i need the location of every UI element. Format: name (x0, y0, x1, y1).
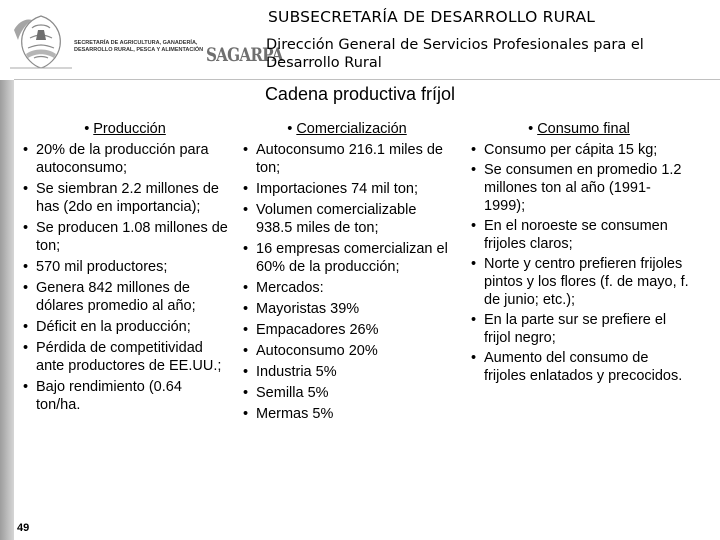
page-header-subtitle: Dirección General de Servicios Profesionales para el Desarrollo Rural (266, 37, 644, 71)
list-item: • Volumen comercializable 938.5 miles de ton; (240, 201, 454, 237)
list-item: • Aumento del consumo de frijoles enlatados y precocidos. (468, 349, 690, 385)
list-item: • Déficit en la producción; (20, 318, 230, 336)
ministry-name: SECRETARÍA DE AGRICULTURA, GANADERÍA, DESARROLLO RURAL, PESCA Y ALIMENTACIÓN (74, 40, 204, 53)
list-item: • Autoconsumo 216.1 miles de ton; (240, 141, 454, 177)
page-number: 49 (17, 522, 30, 534)
list-item: • Semilla 5% (240, 384, 454, 402)
column-produccion (20, 120, 230, 417)
column-consumo-final (468, 120, 690, 387)
list-item: • Bajo rendimiento (0.64 ton/ha. (20, 378, 230, 414)
sidebar-stripe (0, 80, 14, 540)
list-item: • Mercados: (240, 279, 454, 297)
list-item: • Genera 842 millones de dólares promedio al año; (20, 279, 230, 315)
list-item: • Importaciones 74 mil ton; (240, 180, 454, 198)
column-comercializacion (240, 120, 454, 426)
page-header-title: SUBSECRETARÍA DE DESARROLLO RURAL (268, 8, 596, 26)
header-band (0, 0, 720, 78)
list-item: • Empacadores 26% (240, 321, 454, 339)
column-heading: • Producción (20, 120, 230, 138)
list-item: • Autoconsumo 20% (240, 342, 454, 360)
list-item: • Se producen 1.08 millones de ton; (20, 219, 230, 255)
list-item: • Mermas 5% (240, 405, 454, 423)
page-title: Cadena productiva fríjol (264, 84, 456, 104)
mexico-eagle-emblem-icon (8, 10, 74, 72)
list-item: • 20% de la producción para autoconsumo; (20, 141, 230, 177)
list-item: • Consumo per cápita 15 kg; (468, 141, 690, 159)
column-heading: • Consumo final (468, 120, 690, 138)
list-item: • Pérdida de competitividad ante productores de EE.UU.; (20, 339, 230, 375)
header-divider (14, 79, 720, 80)
list-item: • Industria 5% (240, 363, 454, 381)
list-item: • En la parte sur se prefiere el frijol negro; (468, 311, 690, 347)
list-item: • 16 empresas comercializan el 60% de la producción; (240, 240, 454, 276)
list-item: • Se siembran 2.2 millones de has (2do en importancia); (20, 180, 230, 216)
bullet-list (468, 120, 690, 385)
list-item: • Norte y centro prefieren frijoles pintos y los flores (f. de mayo, f. de junio; etc.); (468, 255, 690, 309)
sagarpa-wordmark: SAGARPA (206, 44, 283, 66)
list-item: • 570 mil productores; (20, 258, 230, 276)
sagarpa-logo (8, 10, 283, 72)
list-item: • Mayoristas 39% (240, 300, 454, 318)
list-item: • En el noroeste se consumen frijoles claros; (468, 217, 690, 253)
bullet-list (240, 120, 454, 423)
column-heading: • Comercialización (240, 120, 454, 138)
list-item: • Se consumen en promedio 1.2 millones ton al año (1991-1999); (468, 161, 690, 215)
bullet-list (20, 120, 230, 414)
